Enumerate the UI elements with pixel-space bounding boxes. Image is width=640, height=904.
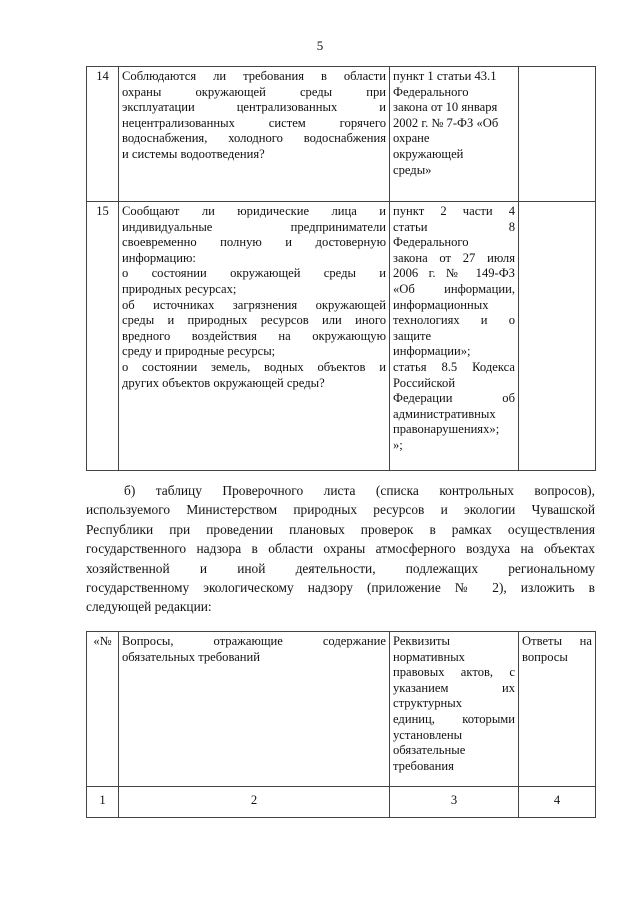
requisites-line: 2002 г. № 7-ФЗ «Об bbox=[393, 115, 499, 130]
question-line: нецентрализованных систем горячего bbox=[122, 115, 386, 130]
requisites-line: 2006 г. № 149-ФЗ bbox=[393, 266, 515, 281]
requisites-line: технологиях и о bbox=[393, 313, 515, 328]
requisites-line: »; bbox=[393, 437, 403, 452]
requisites-line: закона от 10 января bbox=[393, 100, 498, 115]
header-requisites-line: требования bbox=[393, 758, 454, 773]
header-answer-line: Ответы на bbox=[522, 634, 592, 648]
question-line: индивидуальные предприниматели bbox=[122, 219, 386, 234]
question-line: о состоянии окружающей среды и bbox=[122, 266, 386, 281]
header-requisites-line: обязательные bbox=[393, 743, 466, 758]
new-checklist-table bbox=[86, 631, 596, 818]
requisites-line: защите bbox=[393, 328, 432, 343]
requisites-line: информационных bbox=[393, 297, 489, 312]
question-line: водоснабжения, холодного водоснабжения bbox=[122, 131, 386, 146]
requisites-line: правонарушениях»; bbox=[393, 422, 500, 437]
question-cell bbox=[119, 202, 390, 471]
row-number: 15 bbox=[87, 202, 119, 471]
question-line: об источниках загрязнения окружающей bbox=[122, 297, 386, 312]
header-requisites-line: нормативных bbox=[393, 649, 465, 664]
requisites-line: информации»; bbox=[393, 344, 471, 359]
requisites-line: охране bbox=[393, 131, 430, 146]
question-cell bbox=[119, 67, 390, 202]
table-index-row bbox=[87, 787, 596, 818]
requisites-line: закона от 27 июля bbox=[393, 250, 515, 265]
index-cell-4: 4 bbox=[519, 787, 596, 818]
header-question-line: обязательных требований bbox=[122, 649, 261, 664]
index-cell-1: 1 bbox=[87, 787, 119, 818]
table-row bbox=[87, 202, 596, 471]
question-line: Сообщают ли юридические лица и bbox=[122, 204, 386, 218]
question-line: среды и природных ресурсов или иного bbox=[122, 313, 386, 328]
index-cell-2: 2 bbox=[119, 787, 390, 818]
requisites-line: среды» bbox=[393, 162, 432, 177]
paragraph-line: хозяйственной и иной деятельности, подлежащих региональному bbox=[86, 560, 595, 576]
question-line: среду и природные ресурсы; bbox=[122, 344, 276, 359]
question-line: Соблюдаются ли требования в области bbox=[122, 69, 386, 83]
paragraph-line: следующей редакции: bbox=[86, 599, 212, 615]
paragraph-line: государственного надзора в области охраны атмосферного воздуха на объектах bbox=[86, 541, 595, 557]
table-header-row bbox=[87, 632, 596, 787]
requisites-line: Российской bbox=[393, 375, 456, 390]
question-line: природных ресурсах; bbox=[122, 281, 237, 296]
answer-cell bbox=[519, 67, 596, 202]
header-answer-line: вопросы bbox=[522, 649, 568, 664]
paragraph-line: государственному экологическому надзору (приложение № 2), изложить в bbox=[86, 580, 595, 596]
requisites-line: пункт 2 части 4 bbox=[393, 204, 515, 218]
requisites-line: Федерации об bbox=[393, 391, 515, 406]
table-row bbox=[87, 67, 596, 202]
paragraph-line: Республики при проведении плановых проверок в рамках осуществления bbox=[86, 521, 595, 537]
amendment-paragraph bbox=[86, 481, 595, 617]
paragraph-line: б) таблицу Проверочного листа (списка контрольных вопросов), bbox=[124, 483, 595, 498]
requisites-line: «Об информации, bbox=[393, 281, 515, 296]
requisites-line: административных bbox=[393, 406, 496, 421]
paragraph-line: используемого Министерством природных ресурсов и экологии Чувашской bbox=[86, 502, 595, 518]
question-line: своевременно полную и достоверную bbox=[122, 235, 386, 250]
requisites-line: статья 8.5 Кодекса bbox=[393, 359, 515, 374]
row-number: 14 bbox=[87, 67, 119, 202]
header-requisites-line: правовых актов, с bbox=[393, 665, 515, 680]
requisites-line: Федерального bbox=[393, 84, 469, 99]
question-line: и системы водоотведения? bbox=[122, 146, 265, 161]
header-requisites-line: единиц, которыми bbox=[393, 711, 515, 726]
index-cell-3: 3 bbox=[390, 787, 519, 818]
requisites-line: пункт 1 статьи 43.1 bbox=[393, 69, 497, 83]
header-question-line: Вопросы, отражающие содержание bbox=[122, 634, 386, 648]
requisites-line: статьи 8 bbox=[393, 219, 515, 234]
requisites-cell bbox=[390, 67, 519, 202]
question-line: эксплуатации централизованных и bbox=[122, 100, 386, 115]
page-number: 5 bbox=[316, 38, 324, 53]
requirements-table bbox=[86, 66, 596, 471]
question-line: информацию: bbox=[122, 250, 196, 265]
question-line: других объектов окружающей среды? bbox=[122, 375, 325, 390]
header-num-cell: «№ bbox=[87, 632, 119, 787]
question-line: охраны окружающей среды при bbox=[122, 84, 386, 99]
header-question-cell bbox=[119, 632, 390, 787]
header-requisites-line: структурных bbox=[393, 696, 463, 711]
requisites-line: окружающей bbox=[393, 146, 464, 161]
answer-cell bbox=[519, 202, 596, 471]
header-requisites-cell bbox=[390, 632, 519, 787]
requisites-cell bbox=[390, 202, 519, 471]
question-line: вредного воздействия на окружающую bbox=[122, 328, 386, 343]
header-answer-cell bbox=[519, 632, 596, 787]
header-requisites-line: установлены bbox=[393, 727, 463, 742]
question-line: о состоянии земель, водных объектов и bbox=[122, 359, 386, 374]
header-requisites-line: Реквизиты bbox=[393, 634, 450, 648]
requisites-line: Федерального bbox=[393, 235, 469, 250]
header-requisites-line: указанием их bbox=[393, 680, 515, 695]
